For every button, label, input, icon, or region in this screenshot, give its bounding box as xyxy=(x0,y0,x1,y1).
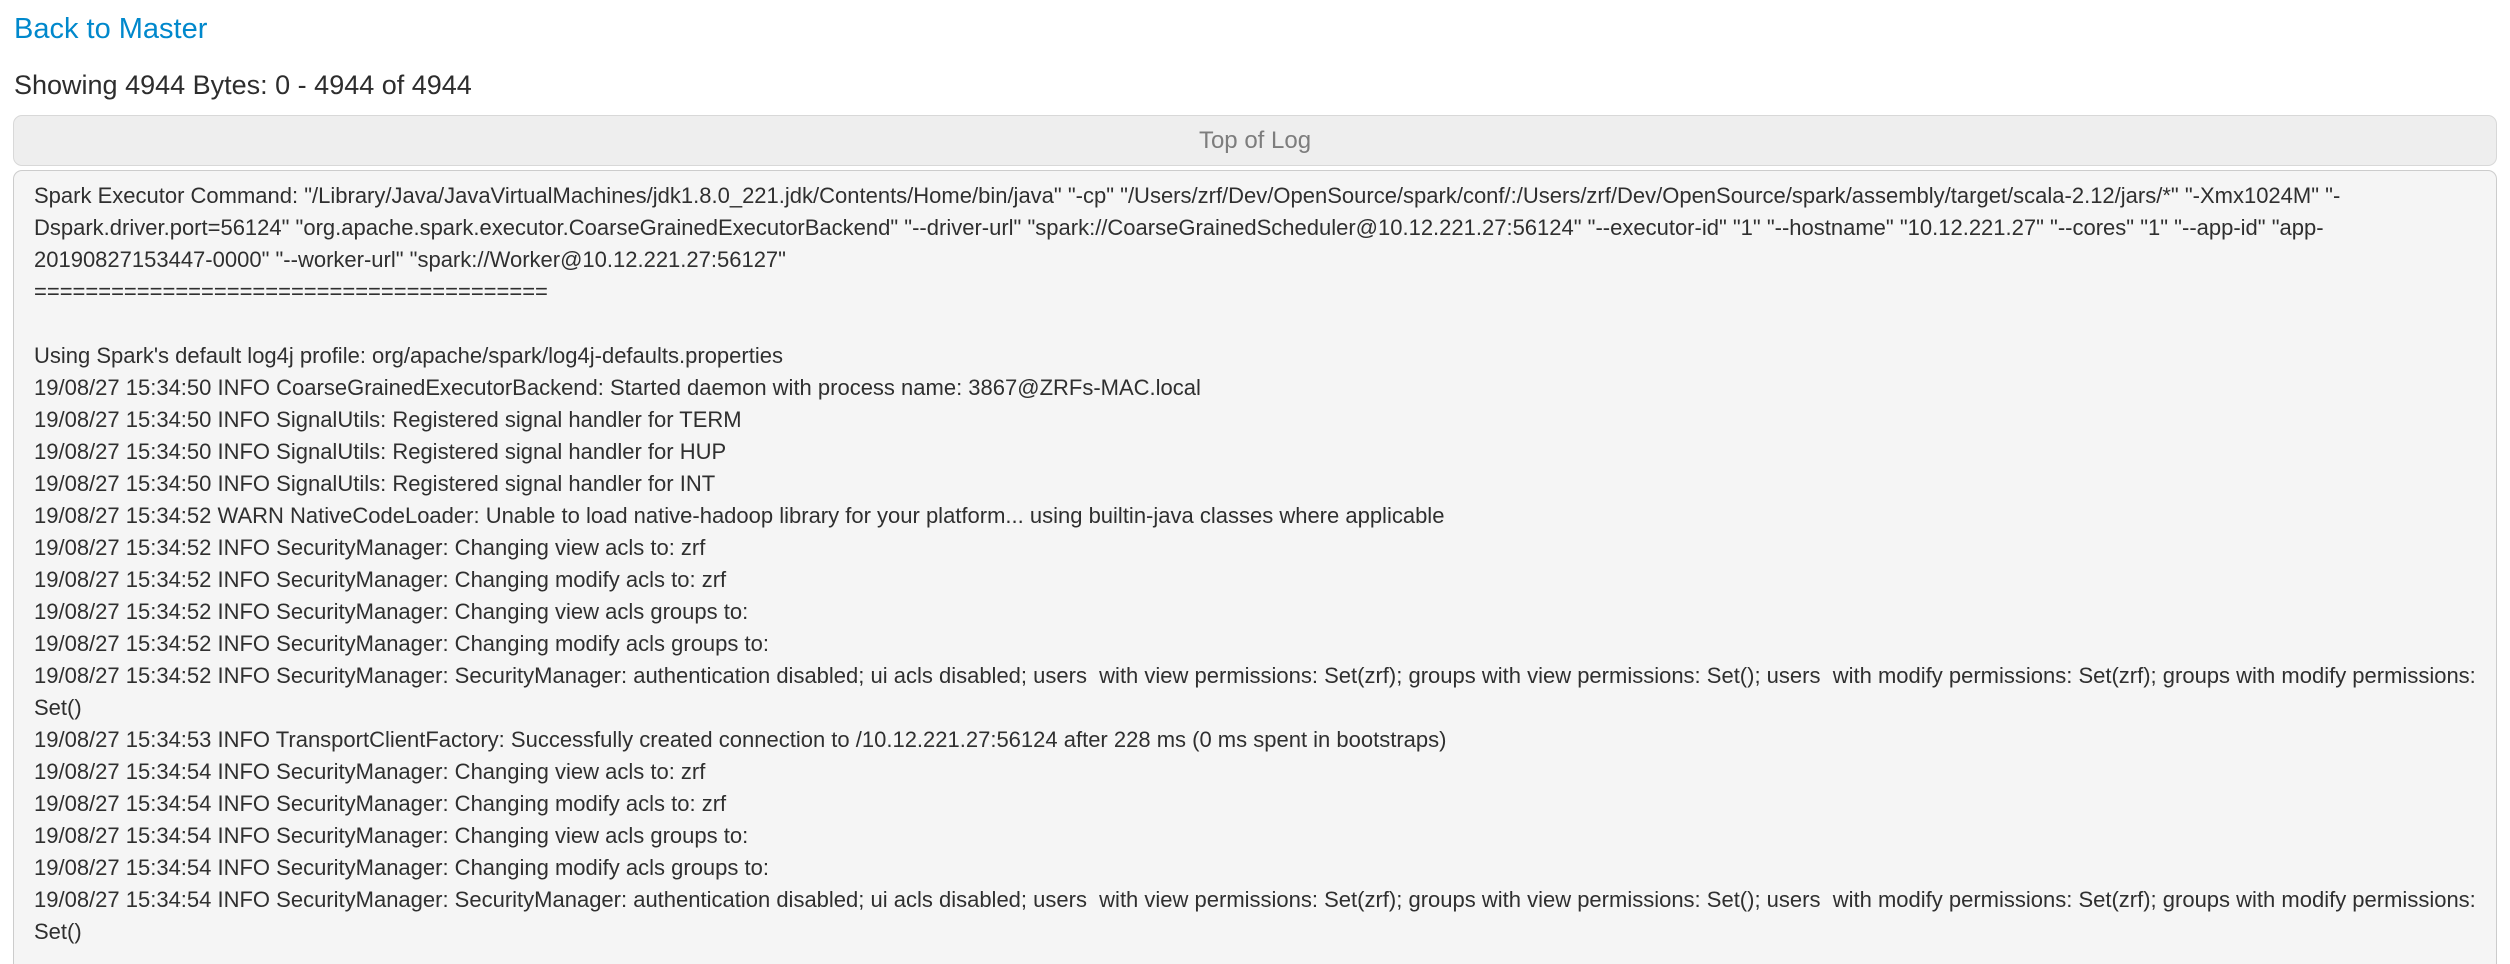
log-line xyxy=(34,308,2476,340)
log-line: 19/08/27 15:34:50 INFO CoarseGrainedExecutorBackend: Started daemon with process name: 3867@ZRFs-MAC.local xyxy=(34,375,1201,400)
log-content-area[interactable] xyxy=(13,170,2497,964)
log-panel-header xyxy=(13,115,2497,166)
log-line: 19/08/27 15:34:54 INFO SecurityManager: SecurityManager: authentication disabled; ui acls disabled; users with view permissions: Set(zrf); groups with view permissions: Set(); users with modify permissions: Set(zrf); groups with modify permissions: Set() xyxy=(34,887,2482,944)
byte-range-text: Showing 4944 Bytes: 0 - 4944 of 4944 xyxy=(14,70,472,100)
log-line: 19/08/27 15:34:54 INFO SecurityManager: Changing view acls to: zrf xyxy=(34,759,706,784)
log-line: 19/08/27 15:34:50 INFO SignalUtils: Registered signal handler for INT xyxy=(34,471,716,496)
log-line: 19/08/27 15:34:50 INFO SignalUtils: Registered signal handler for HUP xyxy=(34,439,727,464)
log-line: 19/08/27 15:34:54 INFO SecurityManager: Changing view acls groups to: xyxy=(34,823,749,848)
log-line: ======================================== xyxy=(34,279,548,304)
log-line: 19/08/27 15:34:52 INFO SecurityManager: Changing view acls groups to: xyxy=(34,599,749,624)
log-line: 19/08/27 15:34:52 INFO SecurityManager: Changing modify acls to: zrf xyxy=(34,567,727,592)
log-lines xyxy=(34,180,2482,948)
log-line: 19/08/27 15:34:50 INFO SignalUtils: Registered signal handler for TERM xyxy=(34,407,742,432)
log-line: 19/08/27 15:34:54 INFO SecurityManager: Changing modify acls to: zrf xyxy=(34,791,727,816)
back-to-master-link[interactable]: Back to Master xyxy=(14,13,208,45)
log-line: Using Spark's default log4j profile: org/apache/spark/log4j-defaults.properties xyxy=(34,343,783,368)
log-line: 19/08/27 15:34:52 WARN NativeCodeLoader: Unable to load native-hadoop library for your platform... using builtin-java classes where applicable xyxy=(34,503,1445,528)
log-line: 19/08/27 15:34:54 INFO SecurityManager: Changing modify acls groups to: xyxy=(34,855,769,880)
log-panel-title: Top of Log xyxy=(1198,126,1312,154)
log-line: 19/08/27 15:34:52 INFO SecurityManager: Changing view acls to: zrf xyxy=(34,535,706,560)
log-line: Spark Executor Command: "/Library/Java/JavaVirtualMachines/jdk1.8.0_221.jdk/Contents/Home/bin/java" "-cp" "/Users/zrf/Dev/OpenSource/spark/conf/:/Users/zrf/Dev/OpenSource/spark/assembly/target/scala-2.12/jars/*" "-Xmx1024M" "-Dspark.driver.port=56124" "org.apache.spark.executor.CoarseGrainedExecutorBackend" "--driver-url" "spark://CoarseGrainedScheduler@10.12.221.27:56124" "--executor-id" "1" "--hostname" "10.12.221.27" "--cores" "1" "--app-id" "app-20190827153447-0000" "--worker-url" "spark://Worker@10.12.221.27:56127" xyxy=(34,183,2341,272)
log-line: 19/08/27 15:34:52 INFO SecurityManager: Changing modify acls groups to: xyxy=(34,631,769,656)
log-line: 19/08/27 15:34:52 INFO SecurityManager: SecurityManager: authentication disabled; ui acls disabled; users with view permissions: Set(zrf); groups with view permissions: Set(); users with modify permissions: Set(zrf); groups with modify permissions: Set() xyxy=(34,663,2482,720)
log-line: 19/08/27 15:34:53 INFO TransportClientFactory: Successfully created connection to /10.12.221.27:56124 after 228 ms (0 ms spent in bootstraps) xyxy=(34,727,1447,752)
